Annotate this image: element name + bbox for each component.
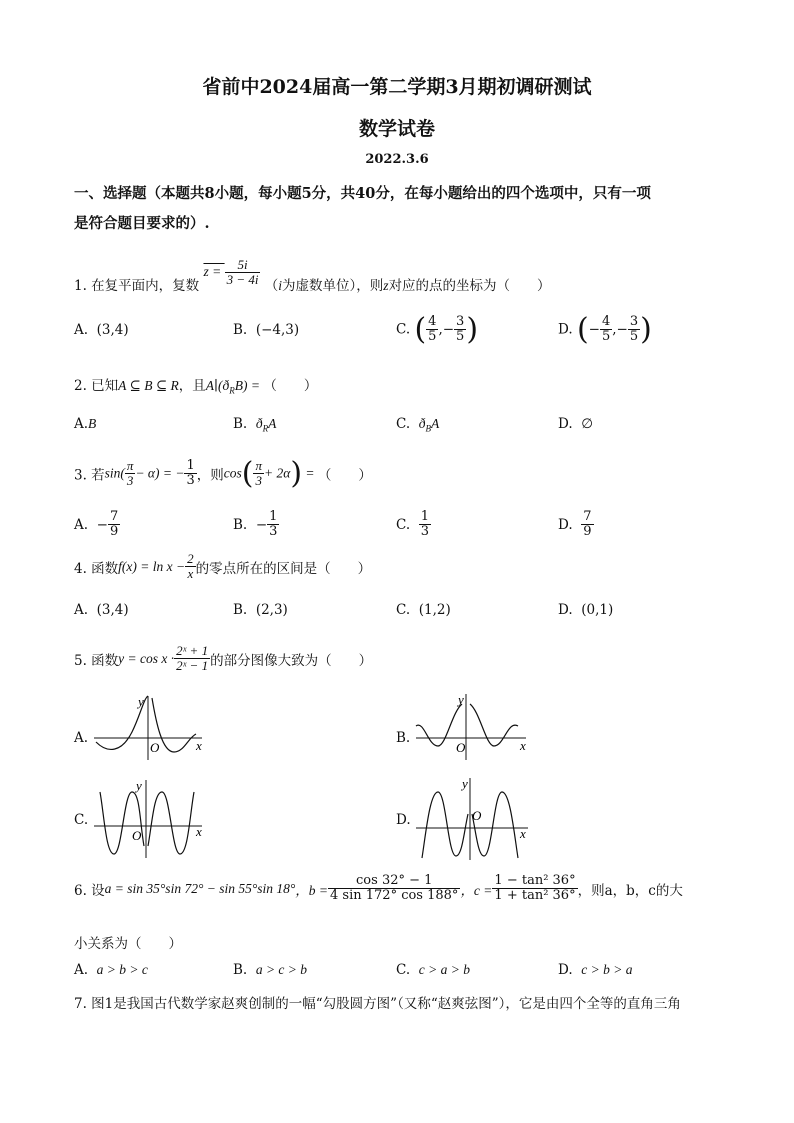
q2-option-b	[233, 416, 276, 434]
q6-a-expr: a = sin 35°sin 72° − sin 55°sin 18°	[104, 880, 296, 896]
y-label: y	[458, 692, 464, 707]
q6-option-b-value: a > c > b	[255, 962, 308, 977]
q2-expr2: B) =	[234, 378, 264, 393]
q3-c-frac	[419, 510, 431, 540]
q2-option-c-sub: B	[425, 423, 431, 434]
frac-den: 4 sin 172° cos 188°	[330, 888, 459, 904]
q2-option-b-value: ð	[255, 416, 263, 431]
frac-sep: ,−	[438, 321, 455, 338]
paper-subtitle: 数学试卷	[358, 118, 435, 140]
frac-sep: ,−	[612, 321, 628, 338]
q2-option-c	[396, 416, 439, 434]
q5-suffix: 的部分图像大致为（ ）	[210, 652, 373, 669]
q6-suffix: ，则a，b，c的大	[577, 882, 683, 899]
section-heading-line1: 一、选择题（本题共8小题，每小题5分，共40分，在每小题给出的四个选项中，只有一项	[74, 185, 651, 202]
q3-prefix: 3. 若	[74, 467, 105, 484]
option-label: A.	[74, 962, 89, 978]
paren-left: (	[414, 312, 427, 347]
q3-eq: =	[302, 465, 318, 481]
frac-den: 5	[456, 329, 465, 344]
q6-option-c-value: c > a > b	[418, 962, 470, 977]
q1-c-frac2	[454, 315, 466, 345]
option-label: C.	[396, 602, 411, 618]
option-label: C.	[396, 321, 411, 338]
q2-suffix: （ ）	[263, 378, 318, 394]
q3-sin: sin(	[104, 465, 125, 481]
q3-option-a	[74, 510, 120, 540]
q3-plus: + 2α	[264, 465, 291, 481]
q2-option-c-tail: A	[430, 416, 440, 431]
q5-graph-c	[92, 774, 216, 860]
paren-right: )	[640, 312, 652, 347]
option-label: C.	[396, 516, 411, 533]
question-6	[74, 874, 683, 904]
q1-option-a	[74, 322, 129, 338]
q3-cos: cos	[223, 465, 242, 481]
q4-frac	[185, 552, 196, 582]
q2-option-a-value: B	[88, 416, 97, 431]
origin-label: O	[456, 740, 466, 755]
x-label: x	[520, 826, 526, 841]
q2-sub: R	[229, 385, 235, 396]
frac-num: 7	[109, 509, 119, 524]
frac-den: 9	[583, 524, 592, 540]
q4-prefix: 4. 函数	[74, 560, 119, 577]
option-label: A.	[74, 516, 89, 533]
q1-option-d	[558, 312, 652, 347]
question-1	[74, 244, 551, 295]
q2-prefix: 2. 已知	[74, 378, 119, 394]
frac-den: 2ˣ − 1	[176, 658, 209, 674]
frac-den: 5	[428, 329, 437, 344]
y-label: y	[138, 694, 144, 709]
q2-option-d-value: ∅	[581, 416, 593, 432]
q1-d-frac2	[628, 315, 640, 345]
q4-option-d-value: (0,1)	[581, 602, 614, 618]
option-label: B.	[233, 962, 248, 978]
option-label: C.	[396, 962, 411, 978]
q3-then: ，则	[196, 467, 224, 484]
q4-option-a-value: (3,4)	[96, 602, 129, 618]
option-label: D.	[558, 416, 573, 432]
frac-num: 1	[420, 509, 430, 524]
section-heading-line2: 是符合题目要求的）.	[74, 215, 210, 232]
q5-option-d-label: D.	[396, 812, 411, 828]
q6-option-a-value: a > b > c	[96, 962, 148, 977]
q3-option-c	[396, 510, 431, 540]
q1-mid2: 为虚数单位），则	[282, 278, 384, 295]
q4-option-a	[74, 602, 129, 618]
q6-c-frac	[492, 874, 577, 904]
q3-frac-13	[184, 459, 196, 489]
q3-d-frac	[581, 510, 593, 540]
q3-a-frac	[108, 510, 120, 540]
option-label: D.	[558, 516, 573, 533]
x-label: x	[520, 738, 526, 753]
frac-num: cos 32° − 1	[328, 874, 460, 889]
option-label: A.	[74, 322, 89, 338]
frac-num: 2ˣ + 1	[176, 643, 209, 658]
question-2	[74, 374, 317, 396]
q6-b-frac	[328, 874, 460, 904]
q3-b-frac	[267, 510, 279, 540]
question-4	[74, 552, 371, 582]
frac-num: 7	[583, 509, 592, 524]
frac-num: π	[126, 457, 134, 473]
frac-den: 1 + tan² 36°	[494, 888, 576, 904]
q3-option-d	[558, 510, 594, 540]
q1-zbar: z =	[203, 264, 225, 280]
frac-den: x	[187, 566, 194, 582]
x-label: x	[196, 738, 202, 753]
q3-frac-pi3b	[253, 459, 264, 489]
q4-option-c-value: (1,2)	[418, 602, 451, 618]
frac-sign: −	[96, 516, 108, 533]
q4-option-c	[396, 602, 451, 618]
q5-prefix: 5. 函数	[74, 652, 119, 669]
q2-option-b-sub: R	[262, 423, 269, 434]
q6-option-b	[233, 962, 307, 978]
frac-num: 2	[187, 551, 194, 566]
q1-mid: （	[264, 278, 279, 295]
q1-option-c	[396, 312, 478, 347]
q4-fx: f(x) = ln x −	[118, 558, 186, 574]
frac-num: 3	[629, 313, 639, 329]
option-label: D.	[558, 602, 573, 618]
question-5	[74, 644, 372, 674]
q6-option-d-value: c > b > a	[581, 962, 633, 977]
q1-i-var: i	[278, 278, 283, 294]
q6-option-a	[74, 962, 148, 978]
option-label: A.	[74, 416, 89, 432]
q5-frac	[174, 644, 210, 674]
origin-label: O	[472, 808, 482, 823]
paper-date: 2022.3.6	[365, 152, 429, 167]
q2-option-c-value: ð	[418, 416, 426, 431]
q3-frac-pi3	[125, 459, 136, 489]
q6-option-c	[396, 962, 470, 978]
q1-prefix: 1. 在复平面内，复数	[74, 278, 200, 295]
frac-den: 9	[109, 524, 119, 540]
frac-den: 3	[420, 524, 430, 540]
option-label: B.	[233, 516, 248, 533]
frac-den: 3	[255, 473, 262, 488]
frac-num: 4	[428, 313, 437, 329]
curve	[100, 792, 194, 854]
q5-option-b-label: B.	[396, 730, 411, 746]
q4-option-d	[558, 602, 613, 618]
q1-rest	[265, 278, 551, 294]
q1-den: 3 − 4i	[226, 272, 259, 288]
frac-num: 1	[186, 457, 195, 473]
curve	[96, 696, 196, 752]
option-label: B.	[233, 416, 248, 432]
q1-formula	[203, 257, 264, 288]
q1-z-var: z	[383, 278, 389, 294]
question-3	[74, 456, 372, 491]
x-label: x	[196, 824, 202, 839]
y-label: y	[462, 776, 468, 791]
q6-option-d	[558, 962, 632, 978]
option-label: D.	[558, 962, 573, 978]
q2-set-expr: A ⊆ B ⊆ R	[118, 378, 179, 393]
option-label: D.	[558, 321, 573, 338]
frac-num: 3	[456, 313, 465, 329]
q6-c-pre: ，c =	[460, 882, 493, 898]
q1-c-frac1	[426, 315, 438, 345]
option-label: C.	[396, 416, 411, 432]
paren-right: )	[290, 456, 303, 491]
q4-option-b	[233, 602, 288, 618]
q5-graph-a	[92, 692, 212, 762]
q1-num: 5i	[225, 258, 261, 273]
q1-option-b	[233, 322, 299, 338]
curve	[416, 704, 518, 746]
origin-label: O	[132, 828, 142, 843]
question-7: 7. 图1是我国古代数学家赵爽创制的一幅“勾股圆方图”（又称“赵爽弦图”），它是由四个全等的直角三角	[74, 996, 681, 1012]
q5-fx: y = cos x ·	[118, 650, 175, 666]
q3-suffix: （ ）	[317, 467, 372, 484]
q1-suffix: 对应的点的坐标为（ ）	[388, 278, 551, 295]
q1-d-frac1	[600, 315, 612, 345]
paren-right: )	[466, 312, 479, 347]
q6-line2: 小关系为（ ）	[74, 936, 182, 952]
frac-den: 5	[629, 329, 639, 344]
q2-mid: ，且	[178, 378, 206, 394]
frac-num: 4	[601, 313, 611, 329]
q5-option-c-label: C.	[74, 812, 89, 828]
option-label: B.	[233, 322, 248, 338]
q4-suffix: 的零点所在的区间是（ ）	[195, 560, 372, 577]
frac-sign: −	[588, 321, 600, 338]
option-label: B.	[233, 602, 248, 618]
y-label: y	[136, 778, 142, 793]
frac-num: 1	[269, 509, 278, 524]
q4-option-b-value: (2,3)	[255, 602, 288, 618]
frac-den: 3	[126, 473, 134, 488]
q2-expr: A∣(ð	[205, 378, 230, 393]
q1-option-b-value: (−4,3)	[255, 322, 300, 338]
frac-num: π	[255, 457, 262, 473]
q2-option-b-tail: A	[268, 416, 277, 431]
paper-title: 省前中2024届高一第二学期3月期初调研测试	[202, 76, 592, 98]
origin-label: O	[150, 740, 160, 755]
q2-option-a	[74, 416, 96, 432]
frac-den: 3	[186, 473, 195, 488]
frac-num: 1 − tan² 36°	[494, 873, 576, 888]
frac-den: 5	[601, 329, 611, 344]
q6-prefix: 6. 设	[74, 882, 105, 899]
q3-minus-alpha: − α) = −	[135, 465, 185, 481]
q1-fraction	[225, 258, 261, 288]
q3-option-b	[233, 510, 279, 540]
frac-sign: −	[255, 516, 268, 533]
frac-den: 3	[269, 524, 278, 540]
option-label: A.	[74, 602, 89, 618]
q1-option-a-value: (3,4)	[96, 322, 129, 338]
q5-graph-b	[414, 690, 538, 762]
q5-graph-d	[414, 772, 538, 862]
q2-option-d	[558, 416, 593, 432]
paren-left: (	[241, 456, 254, 491]
q6-b-pre: ，b =	[295, 882, 329, 898]
paren-left: (	[576, 312, 589, 347]
q5-option-a-label: A.	[74, 730, 89, 746]
